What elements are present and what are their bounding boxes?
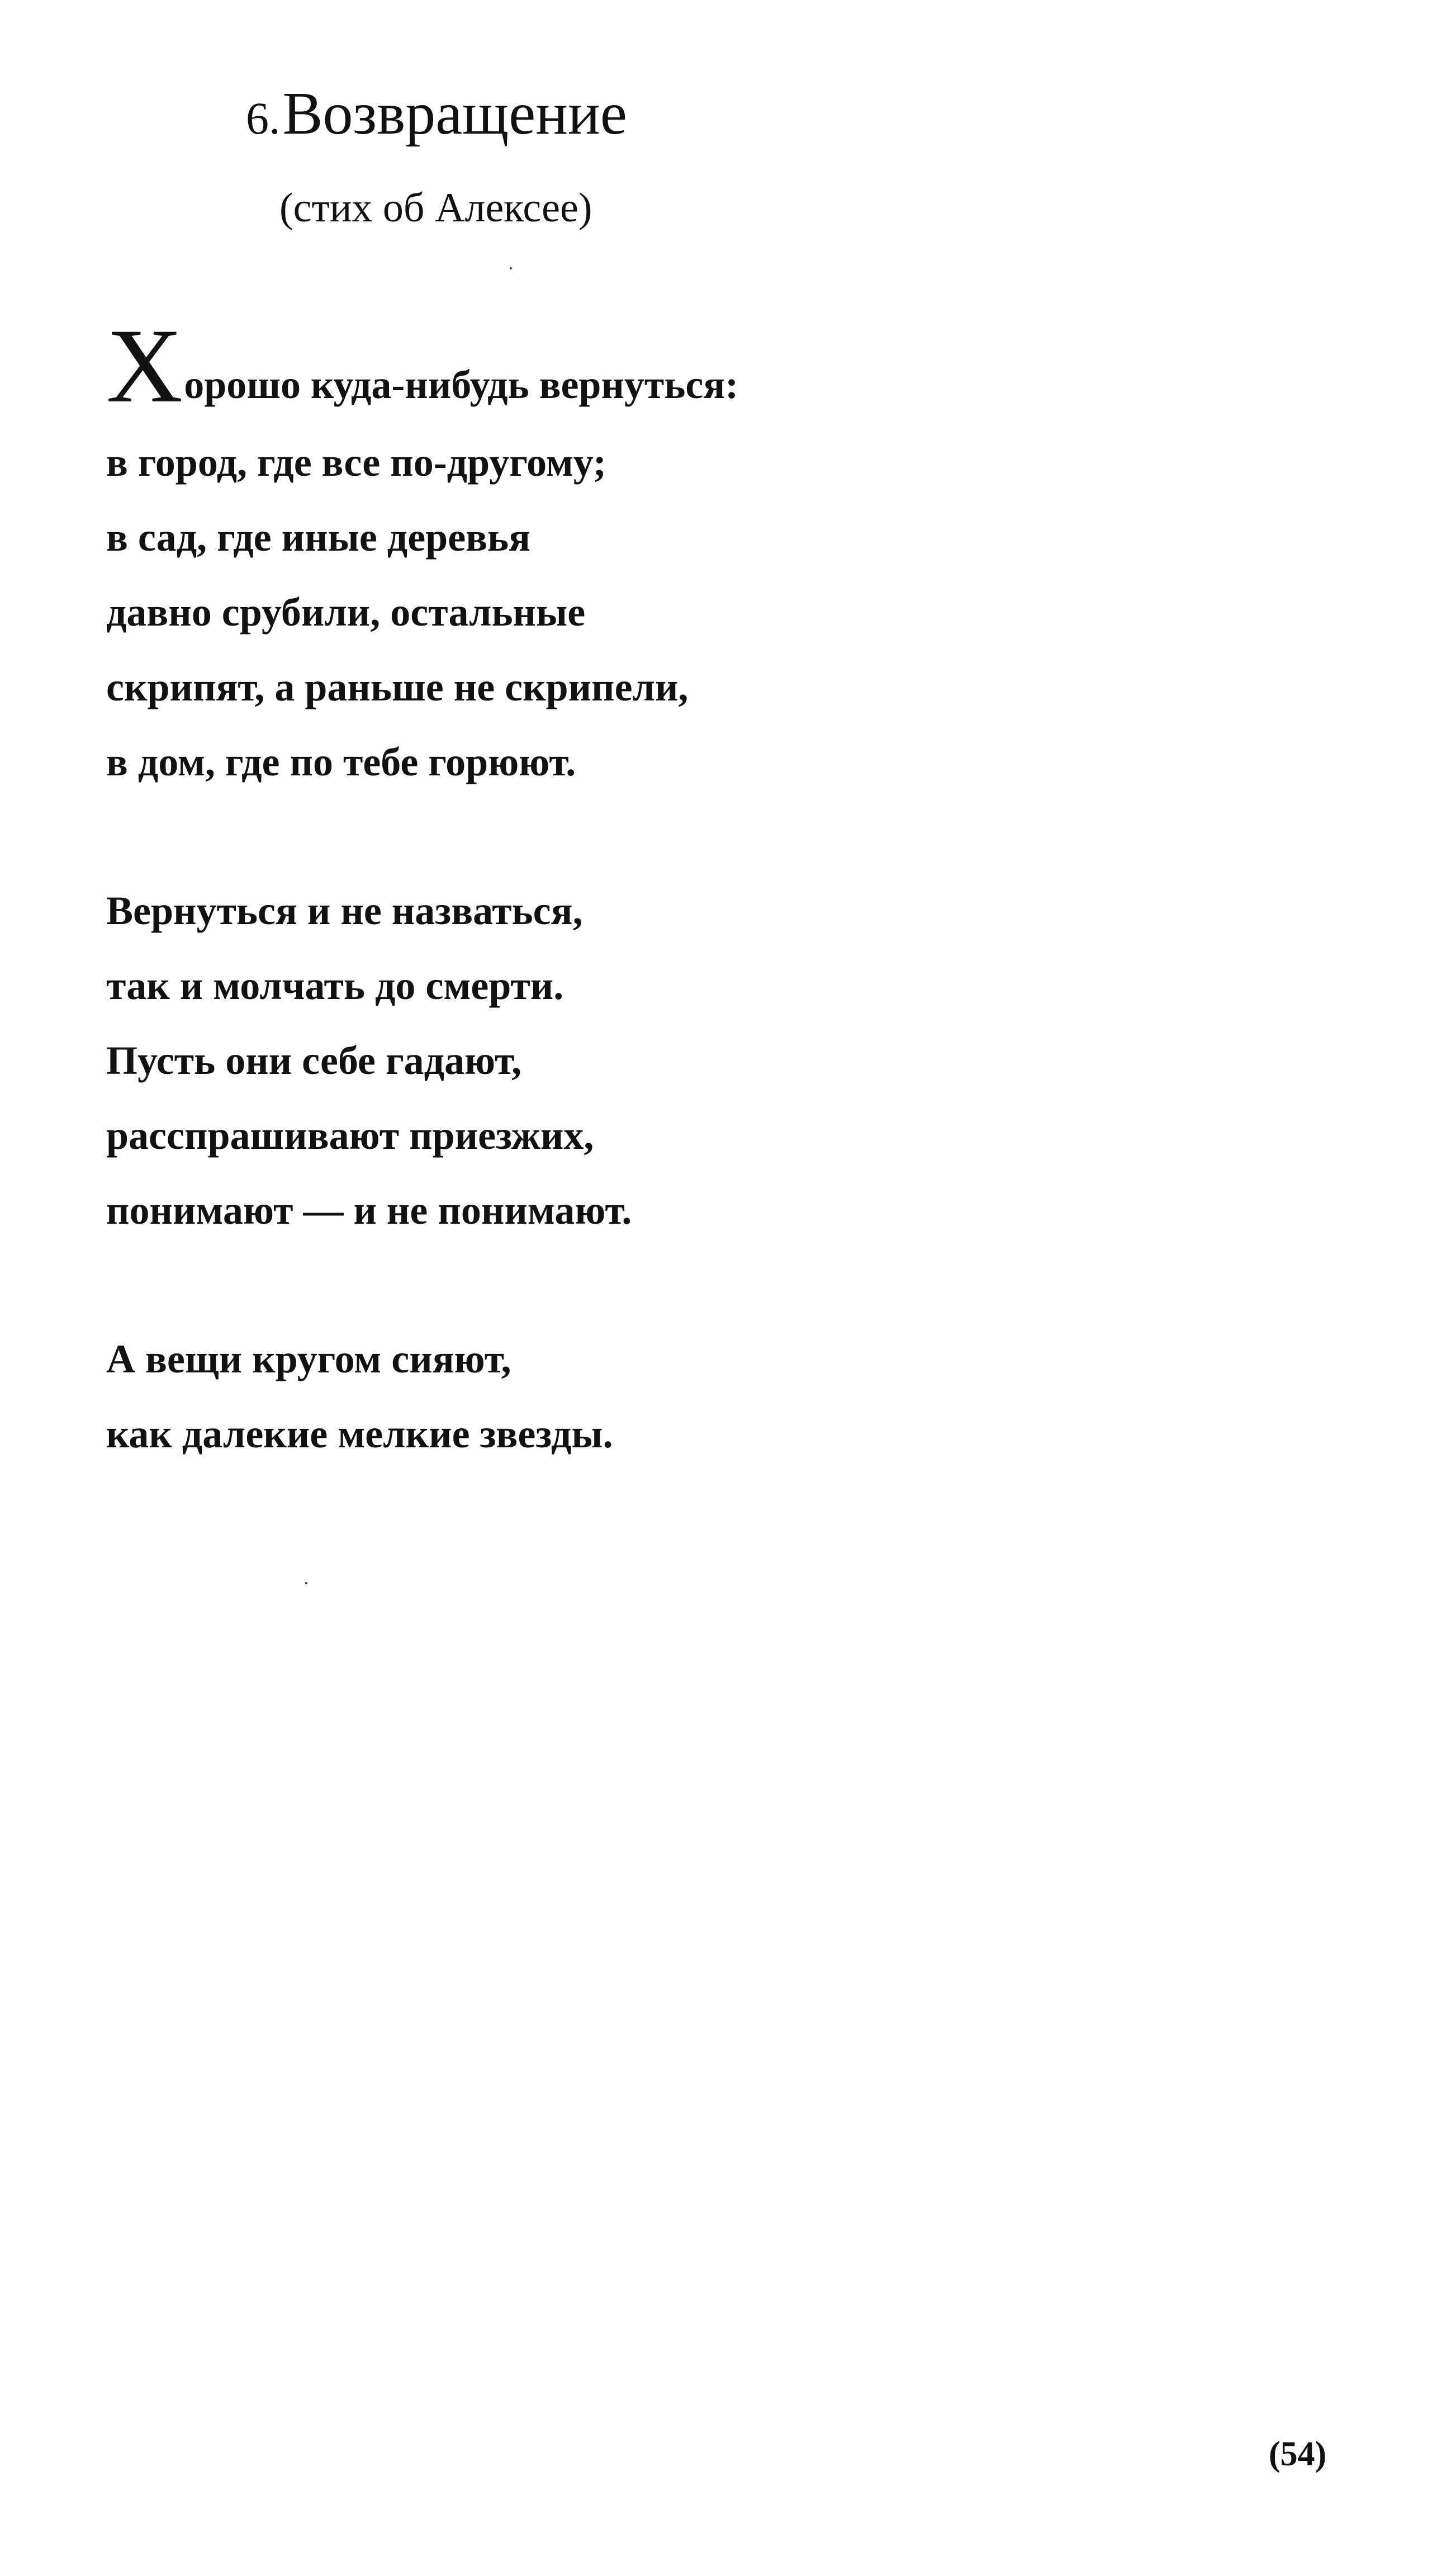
poem-subtitle: (стих об Алексее) <box>279 185 592 231</box>
poem-title <box>246 80 627 147</box>
first-line-text: орошо куда-нибудь вернуться: <box>184 362 739 407</box>
poem-title-text: Возвращение <box>282 80 627 147</box>
poem-line: расспрашивают приезжих, <box>106 1113 594 1158</box>
print-speck <box>305 1582 307 1584</box>
poem-line-first <box>106 307 1336 425</box>
drop-cap: Х <box>106 307 183 425</box>
poem-line: Пусть они себе гадают, <box>106 1038 522 1083</box>
poem-line: в дом, где по тебе горюют. <box>106 740 576 784</box>
poem-line: в город, где все по-другому; <box>106 440 606 485</box>
page-number: (54) <box>1269 2435 1327 2473</box>
stanza-1 <box>106 307 1336 799</box>
poem-line: как далекие мелкие звезды. <box>106 1412 613 1456</box>
poem-line: А вещи кругом сияют, <box>106 1337 511 1381</box>
poem-line: Вернуться и не назваться, <box>106 888 583 933</box>
stanza-3 <box>106 1322 1336 1471</box>
poem-line: понимают — и не понимают. <box>106 1188 632 1233</box>
poem-number: 6. <box>246 93 281 144</box>
poem-body <box>106 307 1336 1545</box>
print-speck <box>510 267 512 269</box>
poem-line: давно срубили, остальные <box>106 590 586 634</box>
stanza-2 <box>106 873 1336 1248</box>
poem-line: так и молчать до смерти. <box>106 963 564 1008</box>
poem-line: скрипят, а раньше не скрипели, <box>106 665 689 709</box>
poem-line: в сад, где иные деревья <box>106 515 531 560</box>
